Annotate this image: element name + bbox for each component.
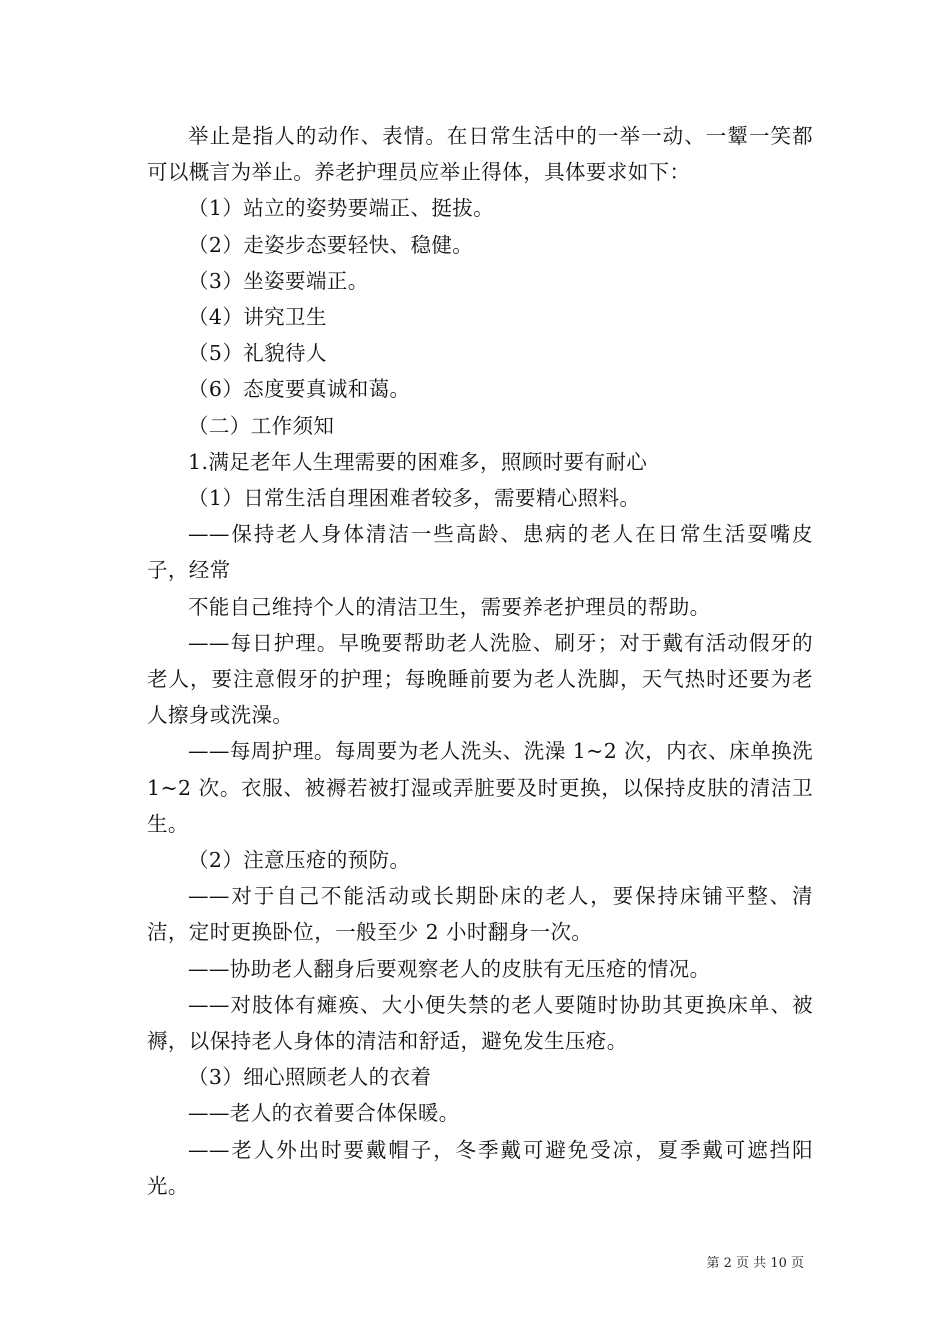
paragraph: 不能自己维持个人的清洁卫生，需要养老护理员的帮助。 — [188, 594, 711, 619]
body-text — [147, 118, 813, 1204]
paragraph: ——对于自己不能活动或长期卧床的老人，要保持床铺平整、清洁，定时更换卧位，一般至少 2 小时翻身一次。 — [147, 884, 813, 945]
list-item: （1）日常生活自理困难者较多，需要精心照料。 — [188, 486, 641, 511]
page-number: 第 2 页 共 10 页 — [706, 1256, 804, 1271]
paragraph: ——老人外出时要戴帽子，冬季戴可避免受凉，夏季戴可遮挡阳光。 — [147, 1137, 813, 1198]
list-item: （5）礼貌待人 — [188, 341, 327, 366]
paragraph: ——每日护理。早晚要帮助老人洗脸、刷牙；对于戴有活动假牙的老人，要注意假牙的护理；每晚睡前要为老人洗脚，天气热时还要为老人擦身或洗澡。 — [147, 630, 813, 728]
list-item: （3）坐姿要端正。 — [188, 268, 369, 293]
paragraph: ——对肢体有瘫痪、大小便失禁的老人要随时协助其更换床单、被褥，以保持老人身体的清洁和舒适，避免发生压疮。 — [147, 992, 813, 1054]
paragraph: ——每周护理。每周要为老人洗头、洗澡 1~2 次，内衣、床单换洗 1~2 次。衣服、被褥若被打湿或弄脏要及时更换，以保持皮肤的清洁卫生。 — [147, 739, 813, 836]
list-item: （3）细心照顾老人的衣着 — [188, 1065, 432, 1090]
paragraph: ——老人的衣着要合体保暖。 — [188, 1101, 460, 1126]
list-item: （2）注意压疮的预防。 — [188, 848, 411, 873]
subsection-heading: 1.满足老年人生理需要的困难多，照顾时要有耐心 — [188, 449, 648, 474]
list-item: （1）站立的姿势要端正、挺拔。 — [188, 196, 495, 221]
paragraph: 举止是指人的动作、表情。在日常生活中的一举一动、一颦一笑都可以概言为举止。养老护理员应举止得体，具体要求如下： — [147, 124, 813, 185]
list-item: （2）走姿步态要轻快、稳健。 — [188, 232, 474, 257]
list-item: （4）讲究卫生 — [188, 305, 327, 330]
list-item: （6）态度要真诚和蔼。 — [188, 377, 411, 402]
paragraph: ——保持老人身体清洁一些高龄、患病的老人在日常生活耍嘴皮子，经常 — [147, 522, 813, 583]
section-heading: （二）工作须知 — [188, 413, 335, 438]
paragraph: ——协助老人翻身后要观察老人的皮肤有无压疮的情况。 — [188, 956, 711, 981]
